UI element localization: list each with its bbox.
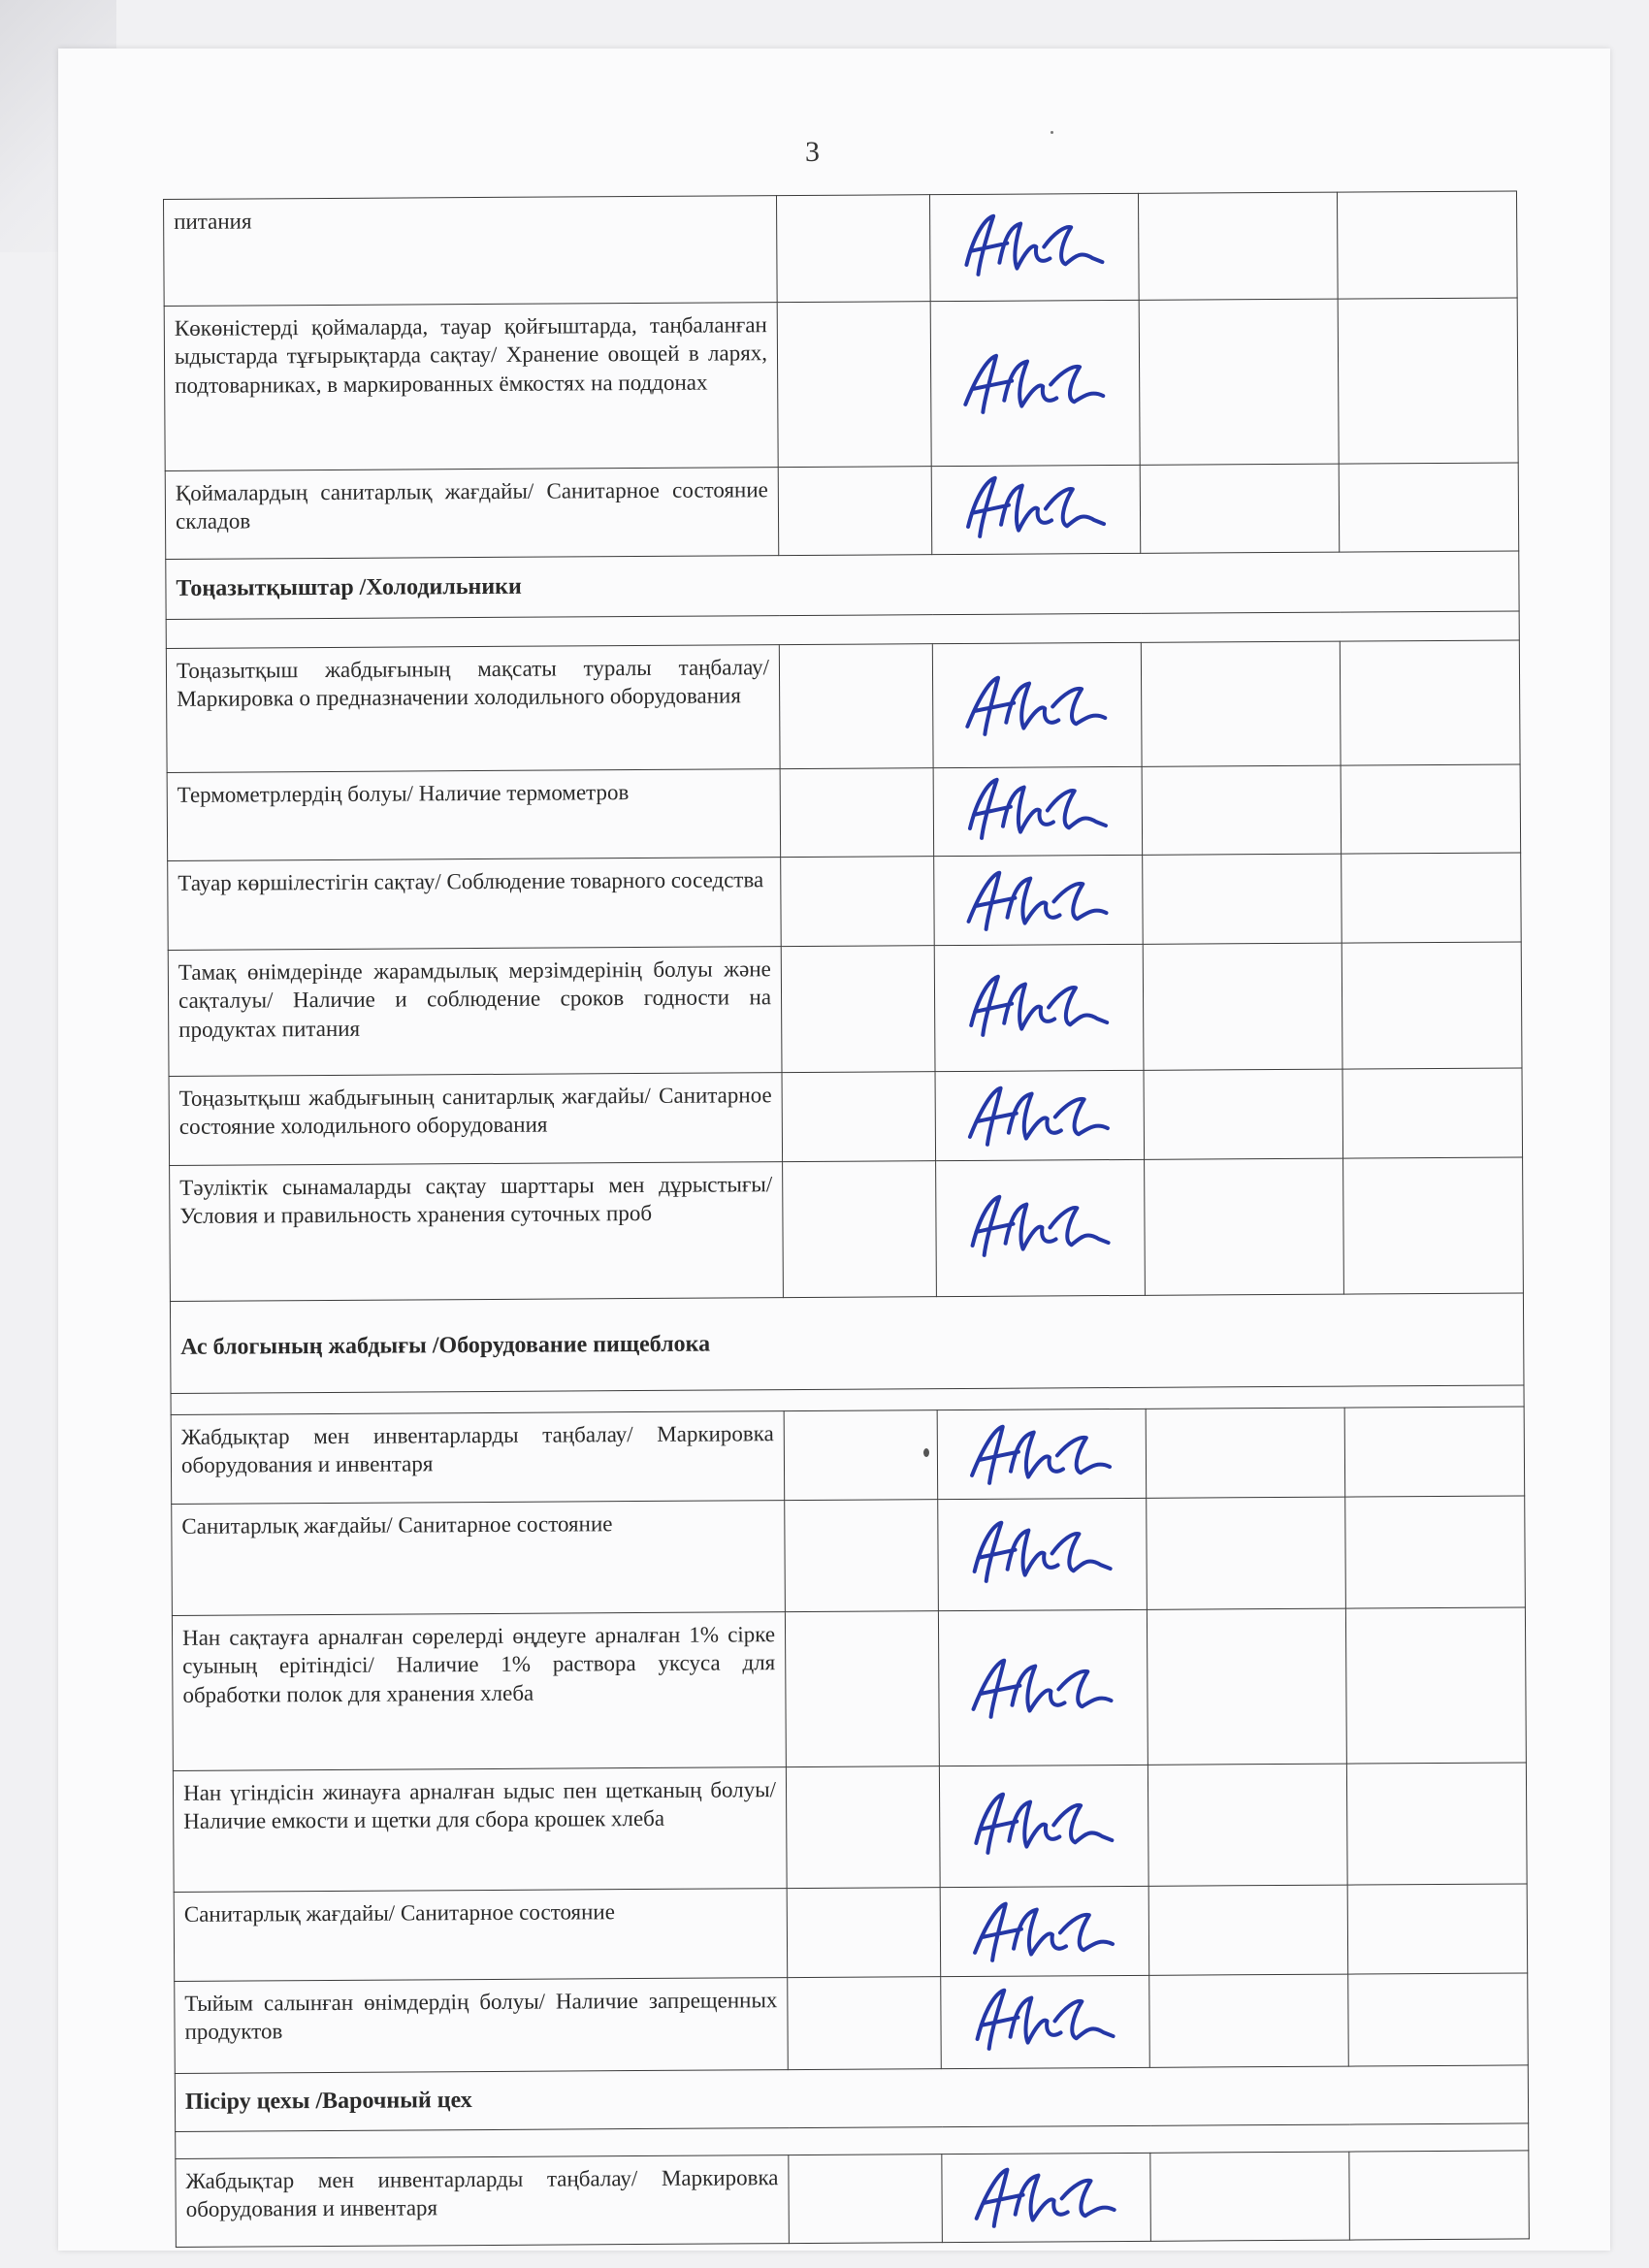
handwritten-signature [953,1887,1138,1975]
section-title: Ас блогының жабдығы /Оборудование пищеблока [170,1293,1524,1394]
empty-cell [1148,1764,1347,1886]
signature-stroke [976,2169,1114,2226]
signature-cell [934,944,1144,1071]
signature-cell [932,642,1142,767]
handwritten-signature [954,2154,1139,2242]
empty-cell [786,1766,940,1889]
handwritten-signature [950,1510,1135,1599]
signature-stroke [966,215,1102,275]
signature-cell [930,300,1140,466]
criterion-cell: Жабдықтар мен инвентарларды таңбалау/ Маркировка оборудования и инвентаря [176,2155,790,2248]
empty-cell [1342,942,1522,1069]
empty-cell [1142,765,1342,855]
signature-cell [941,1975,1150,2068]
handwritten-signature [951,1643,1136,1732]
criterion-cell: питания [164,196,778,307]
table-row [173,1763,1527,1893]
table-row [168,942,1522,1077]
empty-cell [1341,764,1521,854]
signature-cell [938,1609,1148,1766]
table-row [172,1496,1526,1616]
handwritten-signature [948,1071,1133,1159]
signature-cell [938,1498,1148,1610]
empty-cell [781,857,935,947]
empty-cell [783,1161,937,1298]
table-row [171,1407,1525,1505]
table-row [166,640,1520,773]
criterion-cell: Тоңазытқыш жабдығының санитарлық жағдайы/ Санитарное состояние холодильного оборудования [169,1073,783,1166]
criterion-cell: Көкөністерді қоймаларда, тауар қойғыштарда, таңбаланған ыдыстарда тұғырықтарда сақтау/ Хранение овощей в ларях, подтоварниках, в маркированных ёмкостях на поддонах [164,303,778,471]
empty-cell [784,1410,938,1501]
handwritten-signature [952,1782,1137,1870]
ink-speck [923,1448,929,1457]
signature-cell [939,1765,1148,1887]
signature-stroke [973,1660,1111,1717]
criterion-cell: Қоймалардың санитарлық жағдайы/ Санитарное состояние складов [165,468,779,560]
signature-stroke [975,1903,1113,1960]
empty-cell [780,768,934,858]
empty-cell [1340,640,1520,765]
signature-cell [940,1886,1149,1976]
signature-cell [937,1409,1147,1499]
table-row [170,1157,1524,1302]
table-row [172,1607,1526,1771]
empty-cell [1143,943,1342,1070]
handwritten-signature [950,1409,1135,1498]
criterion-cell: Жабдықтар мен инвентарларды таңбалау/ Маркировка оборудования и инвентаря [171,1411,785,1505]
empty-cell [1346,1763,1527,1885]
table-row [165,463,1519,560]
handwritten-signature [953,1978,1138,2066]
empty-cell [782,1072,936,1162]
table-row [167,764,1521,861]
criterion-cell: Тауар көршілестігін сақтау/ Соблюдение товарного соседства [168,858,782,951]
handwritten-signature [942,203,1127,291]
signature-stroke [976,1794,1112,1853]
signature-stroke [972,1196,1108,1255]
signature-cell [935,1070,1145,1160]
signature-stroke [970,1087,1108,1145]
table-row [168,853,1522,951]
empty-cell [1139,299,1339,465]
signature-stroke [968,477,1104,536]
empty-cell [1146,1408,1345,1498]
criterion-cell: Нан үгіндісін жинауға арналған ыдыс пен щетканың болуы/Наличие емкости и щетки для сбора крошек хлеба [173,1767,787,1893]
empty-cell [1338,298,1518,464]
table-row [176,2151,1530,2248]
empty-cell [1150,2152,1350,2241]
criterion-cell: Термометрлердің болуы/ Наличие термометров [167,769,781,861]
empty-cell [1148,1885,1348,1975]
signature-stroke [974,1522,1110,1581]
empty-cell [1344,1407,1525,1497]
inspection-table [163,190,1530,2247]
signature-stroke [968,872,1106,929]
empty-cell [1349,2151,1530,2240]
empty-cell [1147,1497,1346,1609]
empty-cell [1141,641,1341,766]
empty-cell [777,302,931,468]
signature-stroke [971,976,1107,1035]
empty-cell [1145,1158,1344,1295]
empty-cell [785,1611,939,1767]
criterion-cell: Тыйым салынған өнімдердің болуы/ Наличие запрещенных продуктов [175,1978,789,2074]
empty-cell [1345,1607,1526,1764]
signature-cell [931,465,1141,554]
signature-cell [929,193,1139,301]
handwritten-signature [947,963,1132,1052]
table-row [164,191,1518,307]
page-number: 3 [805,136,820,168]
scan-speck [1051,131,1053,134]
empty-cell [1143,854,1342,944]
empty-cell [787,1888,941,1978]
handwritten-signature [946,856,1131,944]
signature-cell [942,2153,1151,2242]
section-row [170,1293,1524,1394]
table-row [169,1068,1523,1166]
empty-cell [1138,192,1338,300]
empty-cell [1144,1069,1343,1159]
empty-cell [1147,1608,1346,1765]
signature-stroke [977,1990,1113,2049]
handwritten-signature [946,767,1131,856]
handwritten-signature [944,466,1129,554]
section-row [166,551,1519,620]
section-title: Тоңазытқыштар /Холодильники [166,551,1519,620]
empty-cell [1337,191,1517,299]
empty-cell [778,467,932,556]
handwritten-signature [945,661,1130,749]
empty-cell [1343,1157,1524,1294]
table-row [174,1884,1528,1982]
empty-cell [1348,1973,1529,2066]
criterion-cell: Тоңазытқыш жабдығының мақсаты туралы таңбалау/Маркировка о предназначении холодильного оборудования [166,645,780,773]
signature-stroke [970,779,1106,838]
empty-cell [1339,463,1519,552]
section-title: Пісіру цехы /Варочный цех [175,2065,1528,2132]
empty-cell [789,2155,943,2244]
signature-cell [933,766,1143,856]
empty-cell [788,1977,942,2070]
empty-cell [781,946,935,1073]
signature-cell [934,855,1144,945]
empty-cell [1149,1974,1349,2067]
inspection-table-body [164,191,1530,2247]
section-row [175,2065,1528,2132]
table-row [175,1973,1529,2074]
criterion-cell: Тәуліктік сынамаларды сақтау шарттары мен дұрыстығы/ Условия и правильность хранения суточных проб [170,1162,784,1302]
signature-stroke [965,355,1103,412]
empty-cell [785,1500,939,1612]
signature-stroke [967,677,1105,734]
empty-cell [776,195,930,303]
empty-cell [1140,464,1340,553]
empty-cell [1342,1068,1523,1158]
empty-cell [1347,1884,1528,1974]
handwritten-signature [948,1183,1133,1272]
criterion-cell: Санитарлық жағдайы/ Санитарное состояние [174,1889,788,1982]
criterion-cell: Нан сақтауға арналған сөрелерді өңдеуге арналған 1% сірке суының ерітіндісі/ Наличие 1% раствора уксуса для обработки полок для хранения хлеба [172,1612,786,1771]
empty-cell [779,644,933,769]
handwritten-signature [943,339,1128,427]
table-row [164,298,1518,471]
criterion-cell: Санитарлық жағдайы/ Санитарное состояние [172,1501,786,1616]
empty-cell [1345,1496,1526,1608]
empty-cell [1342,853,1522,943]
criterion-cell: Тамақ өнімдерінде жарамдылық мерзімдерінің болуы және сақталуы/ Наличие и соблюдение сроков годности на продуктах питания [168,947,782,1077]
signature-stroke [972,1426,1110,1483]
signature-cell [936,1159,1146,1296]
